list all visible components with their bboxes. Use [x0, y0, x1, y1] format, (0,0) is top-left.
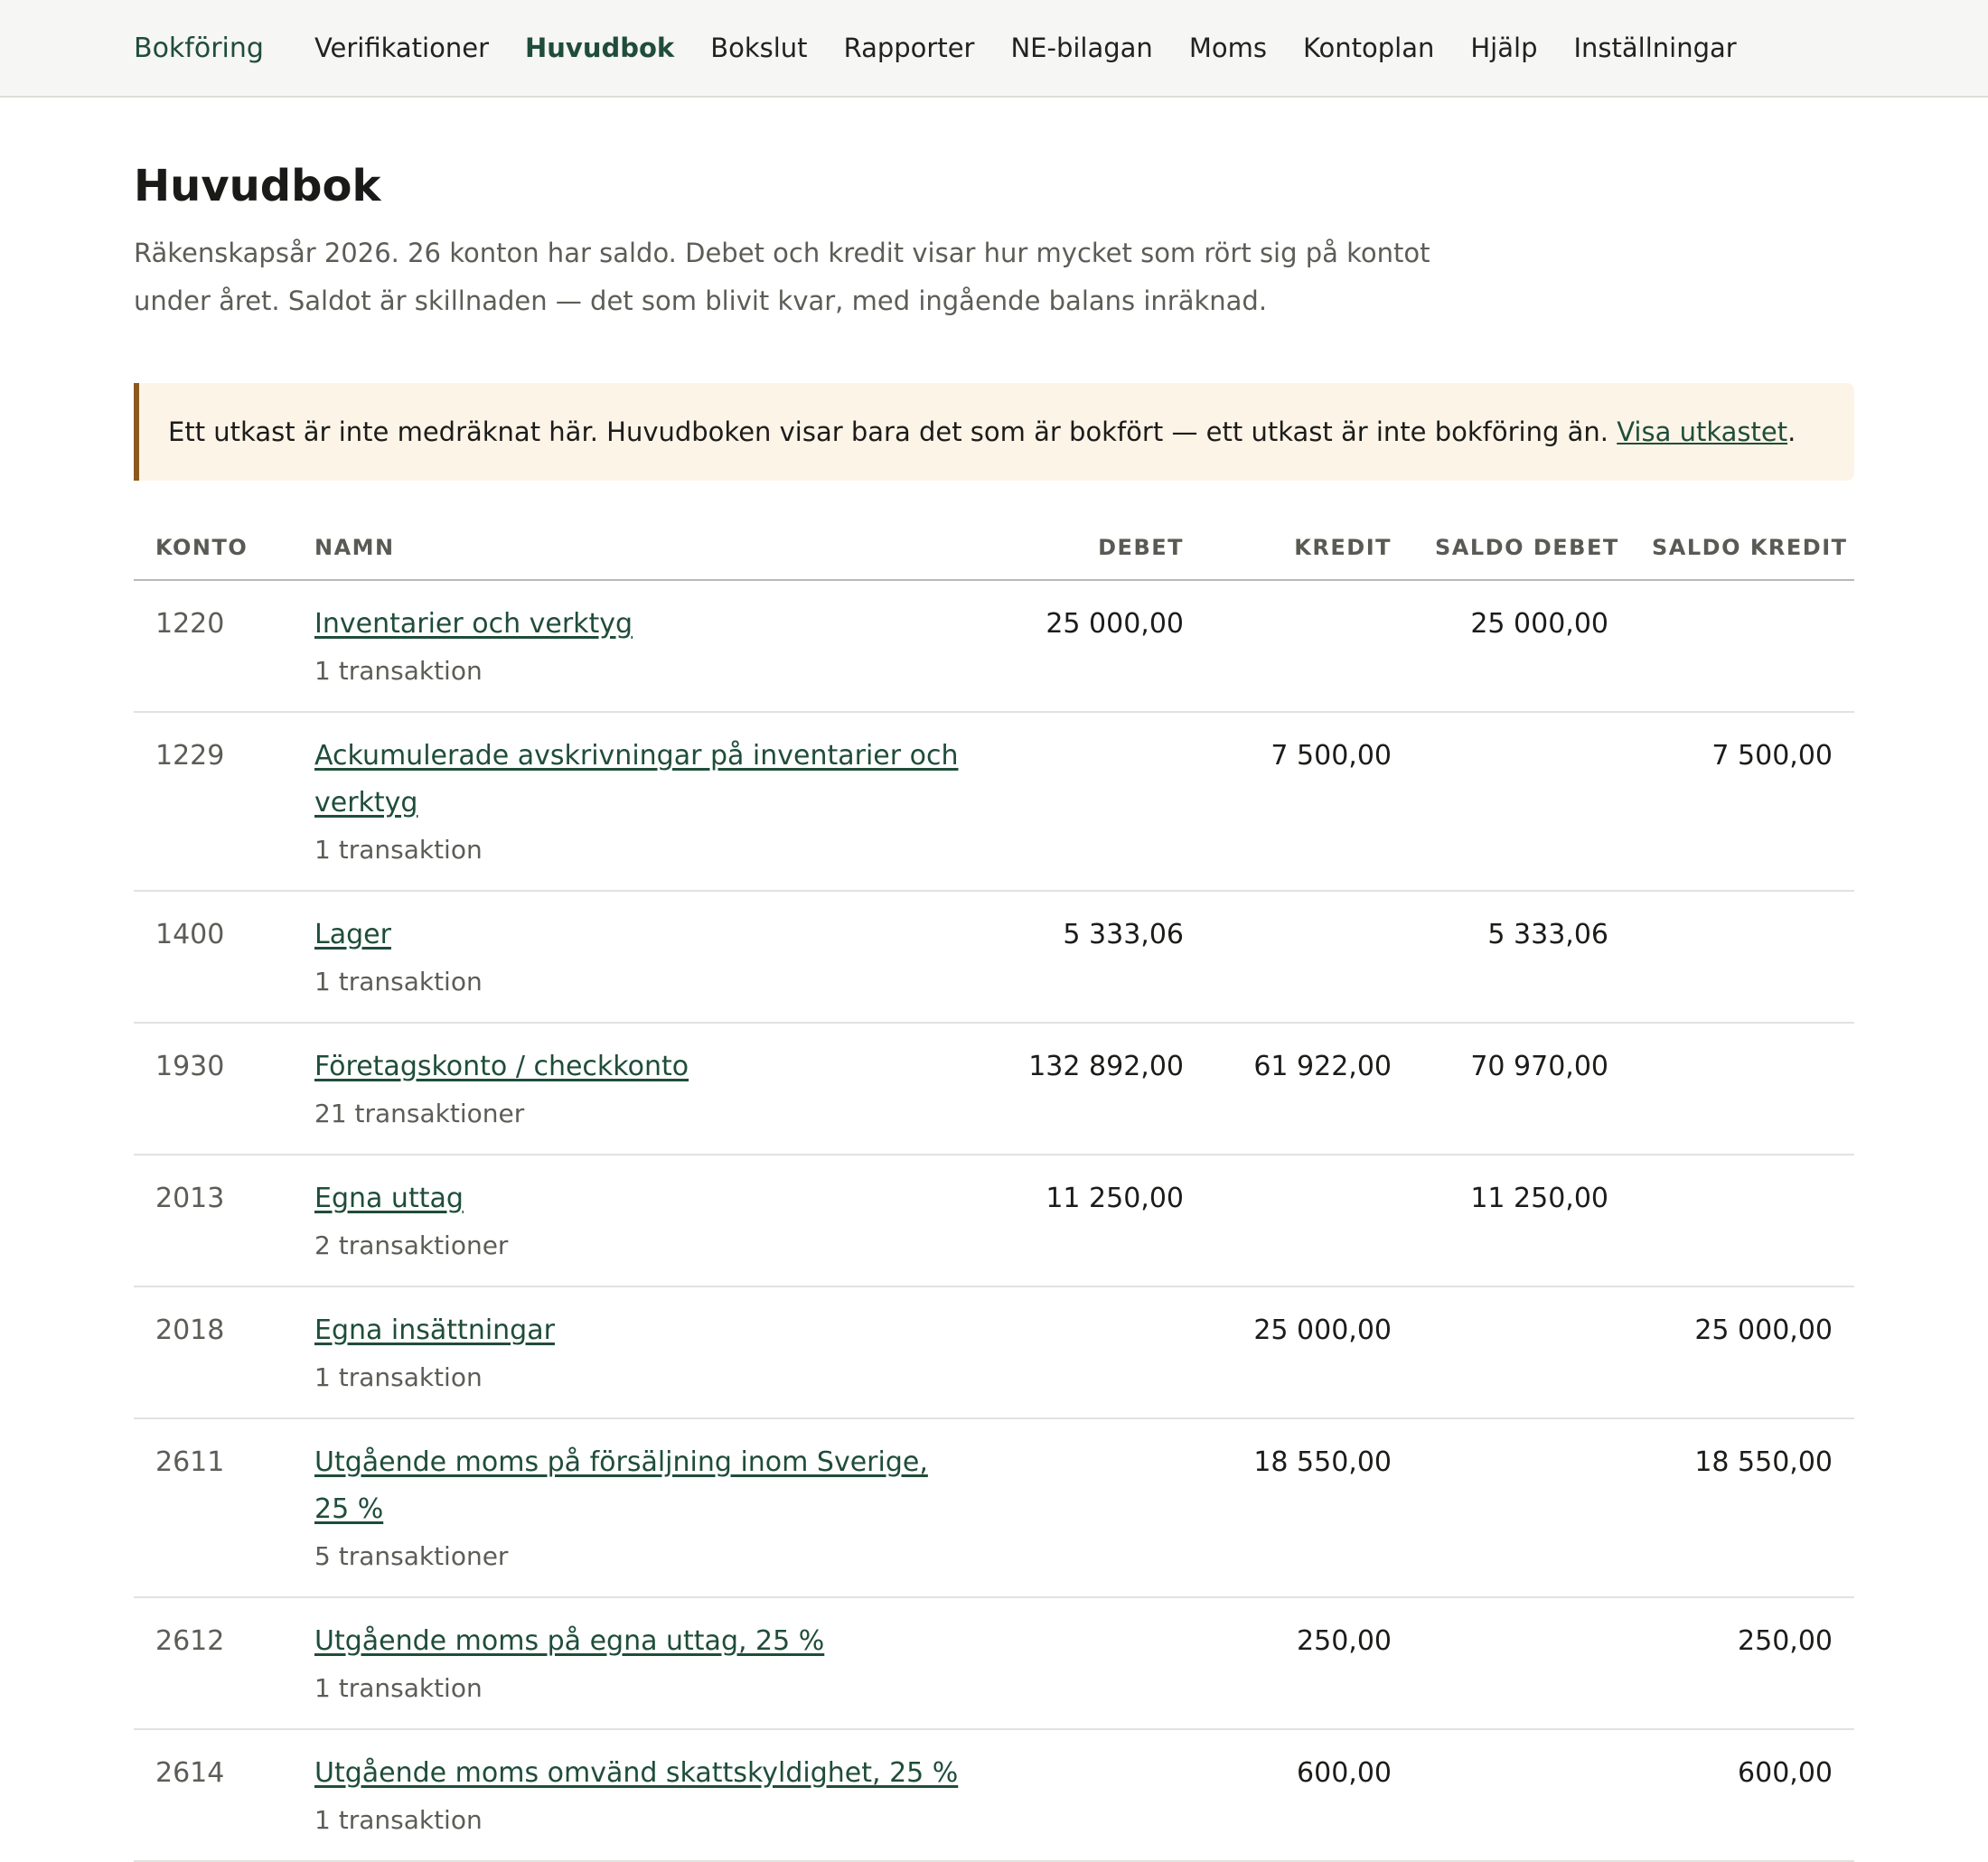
show-draft-link[interactable]: Visa utkastet [1617, 416, 1788, 447]
nav-item-rapporter[interactable]: Rapporter [843, 33, 975, 63]
debet-value [996, 1597, 1205, 1729]
saldo-kredit-value: 600,00 [1630, 1729, 1854, 1861]
transaction-count: 1 transaktion [314, 1361, 483, 1392]
nav-item-ne-bilagan[interactable]: NE-bilagan [1010, 33, 1153, 63]
kredit-value: 7 500,00 [1205, 712, 1413, 891]
nav-item-installningar[interactable]: Inställningar [1573, 33, 1737, 63]
saldo-kredit-value [1630, 1155, 1854, 1287]
account-link[interactable]: Egna insättningar [314, 1314, 555, 1346]
col-header-namn: NAMN [293, 517, 996, 580]
table-row [134, 712, 1854, 891]
kredit-value: 250,00 [1205, 1597, 1413, 1729]
kredit-value [1205, 891, 1413, 1023]
debet-value [996, 712, 1205, 891]
saldo-kredit-value [1630, 1023, 1854, 1155]
col-header-debet: DEBET [996, 517, 1205, 580]
saldo-debet-value: 25 000,00 [1413, 580, 1630, 712]
nav-item-kontoplan[interactable]: Kontoplan [1302, 33, 1435, 63]
kredit-value [1205, 1155, 1413, 1287]
transaction-count: 5 transaktioner [314, 1540, 509, 1571]
debet-value: 25 000,00 [996, 580, 1205, 712]
transaction-count: 1 transaktion [314, 834, 483, 865]
nav-item-moms[interactable]: Moms [1188, 33, 1267, 63]
account-number: 1400 [134, 891, 293, 1023]
account-number: 2013 [134, 1155, 293, 1287]
kredit-value: 25 000,00 [1205, 1287, 1413, 1418]
table-row [134, 891, 1854, 1023]
account-name-cell [293, 1023, 996, 1155]
table-row [134, 1155, 1854, 1287]
col-header-konto: KONTO [134, 517, 293, 580]
account-name-cell [293, 891, 996, 1023]
saldo-debet-value: 70 970,00 [1413, 1023, 1630, 1155]
top-navigation [0, 0, 1988, 98]
account-name-cell [293, 1155, 996, 1287]
account-link[interactable]: Ackumulerade avskrivningar på inventarier och verktyg [314, 739, 959, 819]
debet-value: 11 250,00 [996, 1155, 1205, 1287]
transaction-count: 21 transaktioner [314, 1098, 525, 1128]
account-number: 1229 [134, 712, 293, 891]
debet-value [996, 1418, 1205, 1597]
account-number: 1930 [134, 1023, 293, 1155]
saldo-debet-value [1413, 712, 1630, 891]
kredit-value: 18 550,00 [1205, 1418, 1413, 1597]
debet-value [996, 1729, 1205, 1861]
account-link[interactable]: Egna uttag [314, 1182, 464, 1214]
table-row [134, 1418, 1854, 1597]
account-number: 2614 [134, 1729, 293, 1861]
saldo-debet-value [1413, 1418, 1630, 1597]
nav-item-huvudbok[interactable]: Huvudbok [525, 33, 675, 63]
ledger-table [134, 517, 1854, 1862]
nav-item-hjalp[interactable]: Hjälp [1470, 33, 1538, 63]
debet-value: 132 892,00 [996, 1023, 1205, 1155]
saldo-debet-value: 5 333,06 [1413, 891, 1630, 1023]
account-link[interactable]: Inventarier och verktyg [314, 607, 633, 640]
transaction-count: 1 transaktion [314, 966, 483, 996]
saldo-debet-value [1413, 1597, 1630, 1729]
brand-link[interactable]: Bokföring [134, 32, 264, 64]
account-name-cell [293, 1418, 996, 1597]
table-row [134, 580, 1854, 712]
account-name-cell [293, 712, 996, 891]
debet-value [996, 1287, 1205, 1418]
table-row [134, 1287, 1854, 1418]
account-number: 1220 [134, 580, 293, 712]
main-content [0, 98, 1988, 1862]
page-intro: Räkenskapsår 2026. 26 konton har saldo. Debet och kredit visar hur mycket som rört sig på kontot under året. Saldot är skillnaden — det som blivit kvar, med ingående balans inräknad. [134, 237, 1430, 316]
saldo-debet-value [1413, 1287, 1630, 1418]
account-link[interactable]: Utgående moms på försäljning inom Sverige, 25 % [314, 1446, 928, 1525]
saldo-debet-value: 11 250,00 [1413, 1155, 1630, 1287]
account-link[interactable]: Utgående moms omvänd skattskyldighet, 25 % [314, 1756, 959, 1789]
saldo-kredit-value: 25 000,00 [1630, 1287, 1854, 1418]
saldo-kredit-value [1630, 580, 1854, 712]
account-name-cell [293, 1287, 996, 1418]
account-number: 2018 [134, 1287, 293, 1418]
page-title: Huvudbok [134, 161, 381, 211]
saldo-kredit-value [1630, 891, 1854, 1023]
account-link[interactable]: Företagskonto / checkkonto [314, 1050, 689, 1082]
col-header-kredit: KREDIT [1205, 517, 1413, 580]
table-row [134, 1597, 1854, 1729]
table-header-row [134, 517, 1854, 580]
account-name-cell [293, 1597, 996, 1729]
saldo-kredit-value: 7 500,00 [1630, 712, 1854, 891]
nav-item-verifikationer[interactable]: Verifikationer [314, 33, 489, 63]
transaction-count: 1 transaktion [314, 1804, 483, 1835]
col-header-saldo-kredit: SALDO KREDIT [1630, 517, 1854, 580]
transaction-count: 2 transaktioner [314, 1230, 509, 1260]
transaction-count: 1 transaktion [314, 655, 483, 686]
account-link[interactable]: Lager [314, 918, 391, 950]
kredit-value [1205, 580, 1413, 712]
col-header-saldo-debet: SALDO DEBET [1413, 517, 1630, 580]
kredit-value: 61 922,00 [1205, 1023, 1413, 1155]
table-row [134, 1023, 1854, 1155]
account-number: 2611 [134, 1418, 293, 1597]
draft-notice [134, 383, 1854, 481]
main-menu [314, 33, 1773, 63]
saldo-kredit-value: 250,00 [1630, 1597, 1854, 1729]
saldo-kredit-value: 18 550,00 [1630, 1418, 1854, 1597]
kredit-value: 600,00 [1205, 1729, 1413, 1861]
account-number: 2612 [134, 1597, 293, 1729]
account-name-cell [293, 1729, 996, 1861]
account-name-cell [293, 580, 996, 712]
table-row [134, 1729, 1854, 1861]
saldo-debet-value [1413, 1729, 1630, 1861]
nav-item-bokslut[interactable]: Bokslut [710, 33, 808, 63]
transaction-count: 1 transaktion [314, 1672, 483, 1703]
debet-value: 5 333,06 [996, 891, 1205, 1023]
account-link[interactable]: Utgående moms på egna uttag, 25 % [314, 1624, 825, 1657]
draft-notice-text: Ett utkast är inte medräknat här. Huvudboken visar bara det som är bokfört — ett utkast är inte bokföring än. Visa utkastet. [168, 416, 1796, 447]
